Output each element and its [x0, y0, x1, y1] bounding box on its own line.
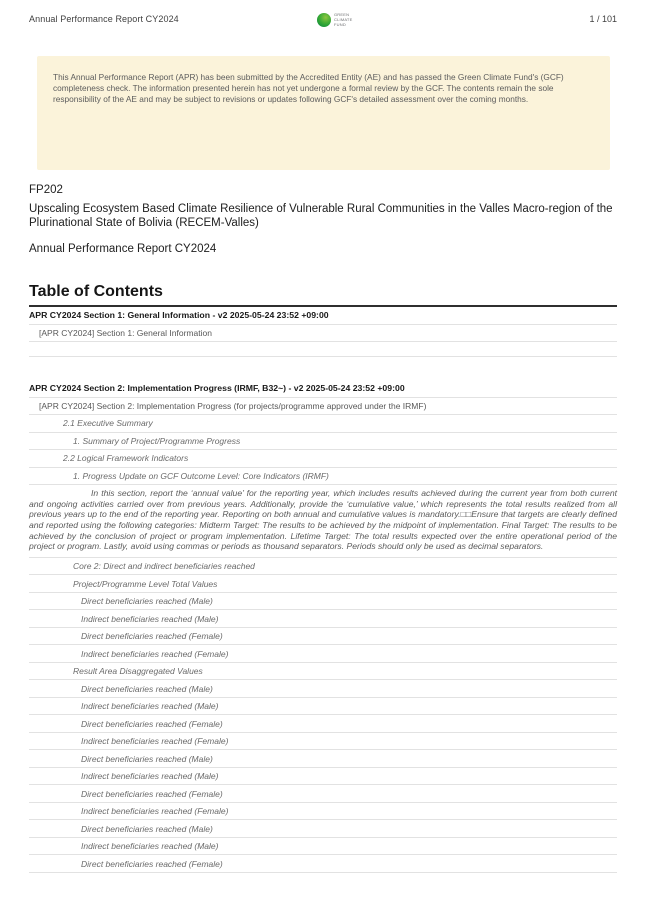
toc-row	[29, 698, 617, 716]
gcf-globe-icon	[317, 13, 331, 27]
toc-entry-label: 2.2 Logical Framework Indicators	[63, 453, 189, 464]
toc-row	[29, 433, 617, 451]
toc-row	[29, 450, 617, 468]
toc-rows	[29, 307, 617, 873]
toc-row	[29, 593, 617, 611]
toc-entry-label: Result Area Disaggregated Values	[73, 666, 203, 677]
toc-row	[29, 855, 617, 873]
toc-row	[29, 558, 617, 576]
table-of-contents	[29, 283, 617, 873]
title-block	[29, 184, 619, 255]
toc-entry-label: [APR CY2024] Section 1: General Information	[39, 327, 212, 338]
page-number: 1 / 101	[589, 14, 617, 24]
toc-entry-label: In this section, report the ‘annual value’ for the reporting year, which includes results achieved during the current year from both current and ongoing activities carried over from previous years. Additionally, provide the ‘cumulative value,’ which represents the total results realized from all previous years up to the end of the reporting year. Reporting on both annual and cumulative values is mandatory.□□Ensure that targets are clearly defined and reported using the following categories: Midterm Target: The results to be achieved by the midpoint of implementation. Final Target: The results to be achieved by the conclusion of project or program implementation. Lifetime Target: The total results expected over the entire operational period of the project or program. Lastly, avoid using commas or periods as thousand separators. Periods should only be used as decimal separators.	[29, 488, 617, 552]
toc-row	[29, 307, 617, 325]
toc-row	[29, 663, 617, 681]
toc-entry-label: Project/Programme Level Total Values	[73, 578, 218, 589]
toc-entry-label: Core 2: Direct and indirect beneficiaries reached	[73, 561, 255, 572]
toc-entry-label: Indirect beneficiaries reached (Male)	[81, 613, 219, 624]
gcf-logo	[317, 12, 352, 27]
gcf-logo-line: GREEN	[334, 12, 350, 17]
toc-entry-label: APR CY2024 Section 2: Implementation Progress (IRMF, B32~) - v2 2025-05-24 23:52 +09:00	[29, 383, 405, 394]
report-title: Annual Performance Report CY2024	[29, 242, 217, 255]
toc-heading: Table of Contents	[29, 283, 617, 307]
toc-row	[29, 575, 617, 593]
toc-row	[29, 733, 617, 751]
toc-row	[29, 803, 617, 821]
toc-row	[29, 785, 617, 803]
gcf-logo-line: CLIMATE	[334, 17, 353, 22]
toc-entry-label: Direct beneficiaries reached (Male)	[81, 596, 213, 607]
toc-entry-label: Indirect beneficiaries reached (Female)	[81, 736, 229, 747]
project-code: FP202	[29, 184, 63, 196]
toc-entry-label: 2.1 Executive Summary	[63, 418, 153, 429]
toc-row	[29, 628, 617, 646]
toc-entry-label: Direct beneficiaries reached (Female)	[81, 718, 223, 729]
toc-entry-label: Indirect beneficiaries reached (Male)	[81, 701, 219, 712]
page-header	[29, 12, 617, 30]
toc-row	[29, 468, 617, 486]
toc-entry-label: Indirect beneficiaries reached (Female)	[81, 648, 229, 659]
toc-row	[29, 398, 617, 416]
gcf-logo-text	[334, 12, 352, 27]
toc-row	[29, 715, 617, 733]
toc-row	[29, 838, 617, 856]
toc-entry-label: Direct beneficiaries reached (Male)	[81, 823, 213, 834]
toc-entry-label: Direct beneficiaries reached (Female)	[81, 788, 223, 799]
completeness-notice-text: This Annual Performance Report (APR) has been submitted by the Accredited Entity (AE) and has passed the Green Climate Fund's (GCF) completeness check. The information presented herein has not yet undergone a formal review by the GCF. The contents remain the sole responsibility of the AE and may be subject to revisions or updates following GCF's detailed assessment over the coming months.	[53, 72, 564, 104]
toc-entry-label: Direct beneficiaries reached (Female)	[81, 858, 223, 869]
toc-entry-label: 1. Summary of Project/Programme Progress	[73, 435, 241, 446]
toc-entry-label: Direct beneficiaries reached (Male)	[81, 683, 213, 694]
toc-entry-label: [APR CY2024] Section 2: Implementation Progress (for projects/programme approved under the IRMF)	[39, 400, 427, 411]
toc-row	[29, 415, 617, 433]
toc-row	[29, 325, 617, 343]
completeness-notice-box	[37, 56, 610, 170]
header-report-title: Annual Performance Report CY2024	[29, 14, 179, 24]
toc-entry-label: 1. Progress Update on GCF Outcome Level: Core Indicators (IRMF)	[73, 470, 329, 481]
toc-spacer-row	[29, 357, 617, 380]
toc-row	[29, 380, 617, 398]
toc-row	[29, 768, 617, 786]
toc-spacer-row	[29, 342, 617, 357]
toc-row	[29, 680, 617, 698]
toc-instruction-paragraph	[29, 485, 617, 558]
toc-entry-label: Indirect beneficiaries reached (Male)	[81, 841, 219, 852]
toc-row	[29, 645, 617, 663]
toc-row	[29, 750, 617, 768]
toc-entry-label: Direct beneficiaries reached (Male)	[81, 753, 213, 764]
toc-entry-label: Direct beneficiaries reached (Female)	[81, 631, 223, 642]
toc-entry-label: Indirect beneficiaries reached (Male)	[81, 771, 219, 782]
toc-row	[29, 610, 617, 628]
toc-entry-label: APR CY2024 Section 1: General Information - v2 2025-05-24 23:52 +09:00	[29, 310, 329, 321]
project-title: Upscaling Ecosystem Based Climate Resilience of Vulnerable Rural Communities in the Valles Macro-region of the Plurinational State of Bolivia (RECEM-Valles)	[29, 203, 613, 230]
toc-entry-label: Indirect beneficiaries reached (Female)	[81, 806, 229, 817]
gcf-logo-line: FUND	[334, 22, 346, 27]
toc-row	[29, 820, 617, 838]
